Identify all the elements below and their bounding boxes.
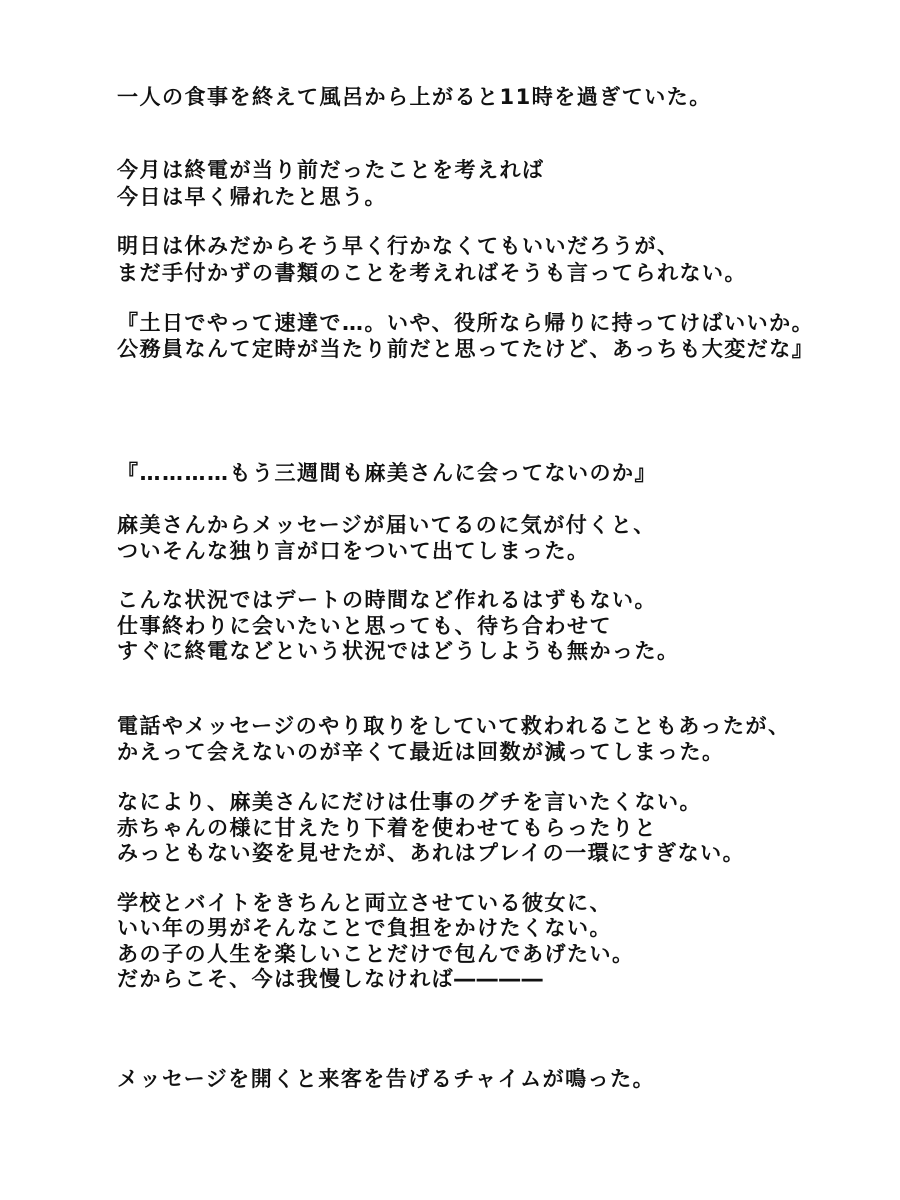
text-line: メッセージを開くと来客を告げるチャイムが鳴った。	[117, 1067, 656, 1091]
text-line: 今日は早く帰れたと思う。	[117, 185, 387, 209]
text-line: すぐに終電などという状況ではどうしようも無かった。	[117, 639, 680, 663]
text-line: だからこそ、今は我慢しなければ――――	[117, 967, 545, 991]
text-line: 公務員なんて定時が当たり前だと思ってたけど、あっちも大変だな』	[117, 337, 815, 361]
text-line: 赤ちゃんの様に甘えたり下着を使わせてもらったりと	[117, 816, 657, 840]
text-line: 電話やメッセージのやり取りをしていて救われることもあったが、	[117, 714, 791, 738]
text-line: なにより、麻美さんにだけは仕事のグチを言いたくない。	[117, 790, 702, 814]
text-line: 麻美さんからメッセージが届いてるのに気が付くと、	[117, 513, 656, 537]
text-line: 仕事終わりに会いたいと思っても、待ち合わせて	[117, 614, 612, 638]
text-line: かえって会えないのが辛くて最近は回数が減ってしまった。	[117, 740, 725, 764]
text-line: 一人の食事を終えて風呂から上がると11時を過ぎていた。	[117, 85, 712, 109]
text-line: いい年の男がそんなことで負担をかけたくない。	[117, 916, 612, 940]
text-line: みっともない姿を見せたが、あれはプレイの一環にすぎない。	[117, 841, 746, 865]
text-line: 『土日でやって速達で…。いや、役所なら帰りに持ってけばいいか。	[117, 311, 815, 335]
text-line: あの子の人生を楽しいことだけで包んであげたい。	[117, 942, 635, 966]
text-line: 明日は休みだからそう早く行かなくてもいいだろうが、	[117, 234, 680, 258]
text-line: まだ手付かずの書類のことを考えればそうも言ってられない。	[117, 261, 747, 285]
text-line: 今月は終電が当り前だったことを考えれば	[117, 158, 545, 182]
text-line: 学校とバイトをきちんと両立させている彼女に、	[117, 891, 612, 915]
text-line: こんな状況ではデートの時間など作れるはずもない。	[117, 588, 657, 612]
text-line: ついそんな独り言が口をついて出てしまった。	[117, 539, 590, 563]
text-line: 『…………もう三週間も麻美さんに会ってないのか』	[117, 461, 657, 485]
